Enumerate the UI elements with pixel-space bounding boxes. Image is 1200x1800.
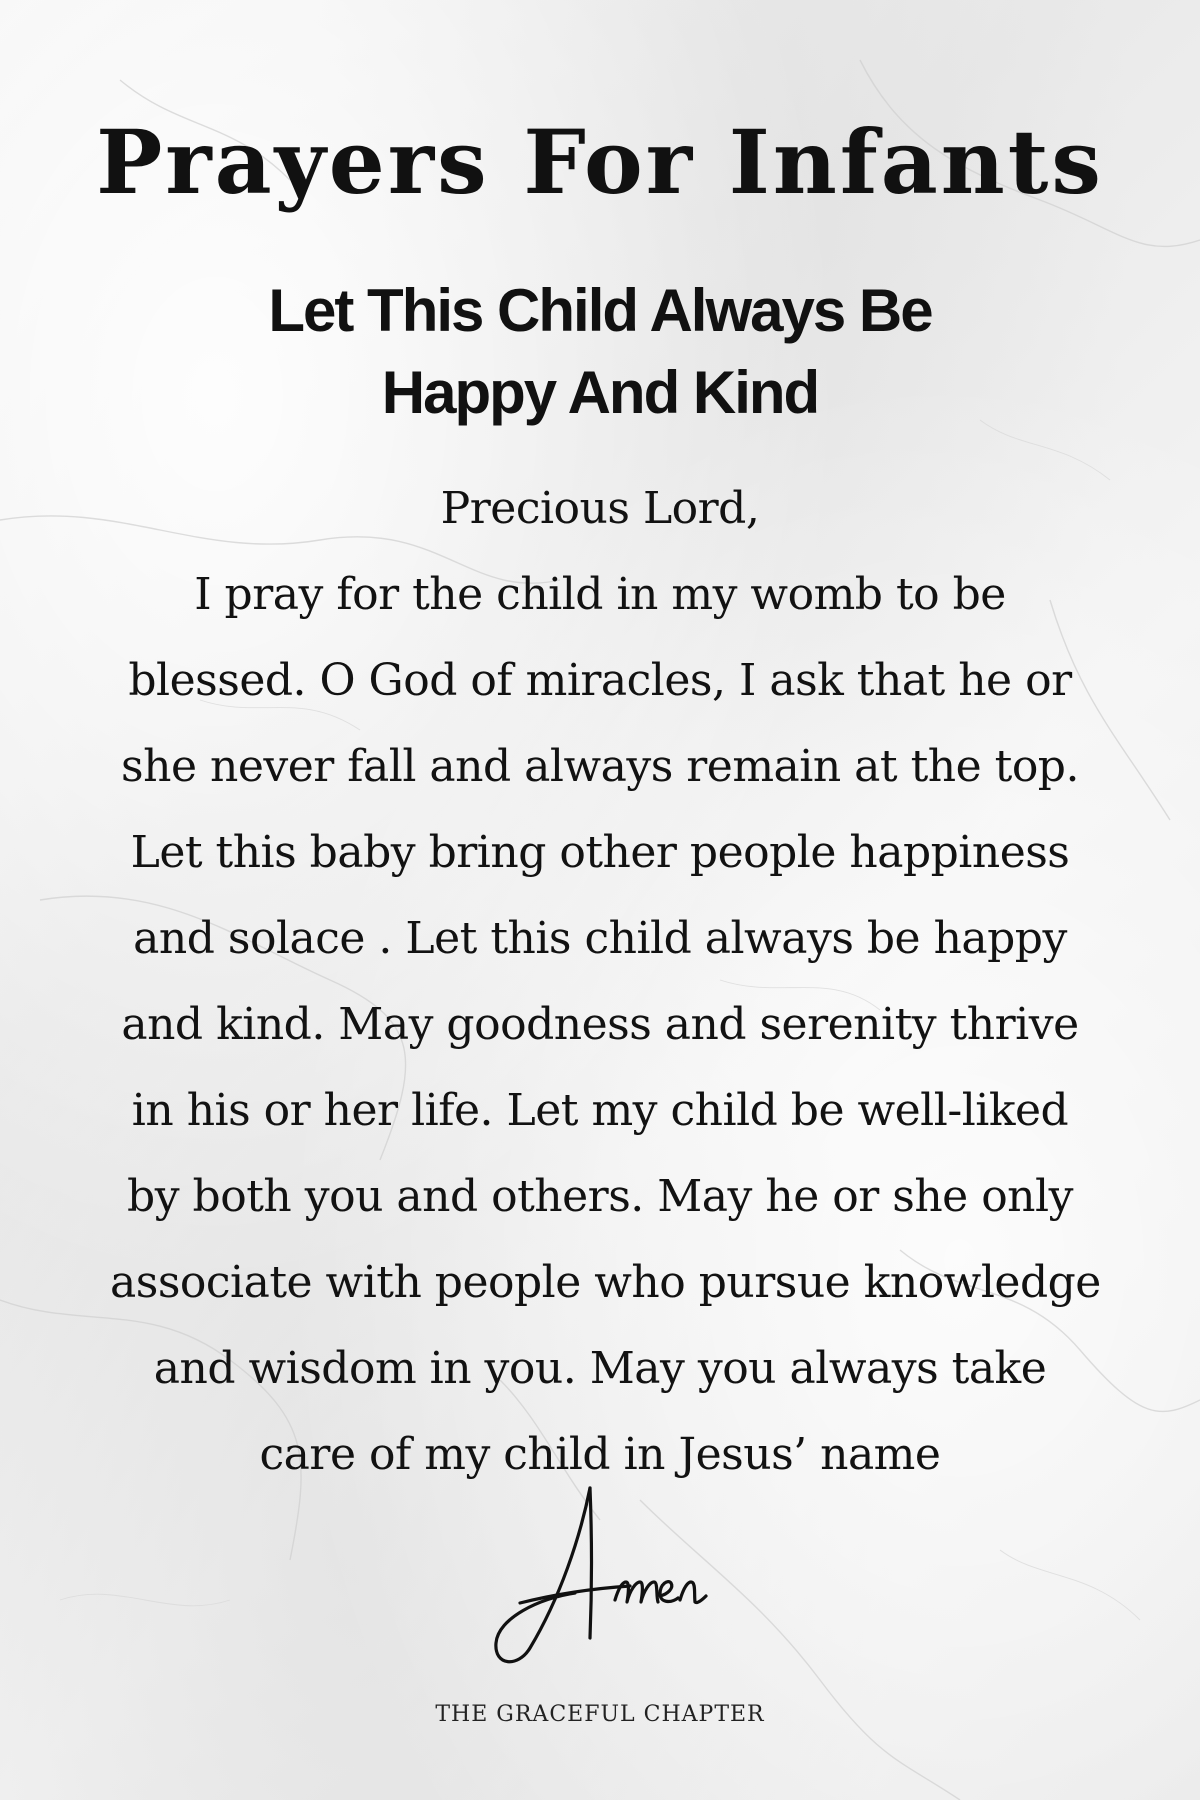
prayer-line: and kind. May goodness and serenity thrive <box>121 999 1079 1050</box>
amen-signature <box>480 1478 720 1678</box>
prayer-line: Precious Lord, <box>440 483 760 534</box>
prayer-line: care of my child in Jesus’ name <box>259 1429 941 1480</box>
subtitle-line: Happy And Kind <box>381 359 819 426</box>
prayer-line: associate with people who pursue knowledge <box>110 1257 1101 1308</box>
prayer-line: blessed. O God of miracles, I ask that he or <box>128 655 1072 706</box>
prayer-line: in his or her life. Let my child be well-liked <box>131 1085 1069 1136</box>
prayer-line: by both you and others. May he or she only <box>127 1171 1073 1222</box>
page-title: Prayers For Infants <box>96 110 1104 214</box>
brand-footer: THE GRACEFUL CHAPTER <box>435 1702 765 1727</box>
prayer-line: and wisdom in you. May you always take <box>153 1343 1047 1394</box>
prayer-line: I pray for the child in my womb to be <box>194 569 1006 620</box>
prayer-line: Let this baby bring other people happiness <box>130 827 1070 878</box>
prayer-body <box>110 466 1101 1498</box>
prayer-line: and solace . Let this child always be happy <box>133 913 1067 964</box>
prayer-subtitle <box>180 270 1020 434</box>
subtitle-line: Let This Child Always Be <box>268 277 932 344</box>
prayer-line: she never fall and always remain at the top. <box>121 741 1079 792</box>
